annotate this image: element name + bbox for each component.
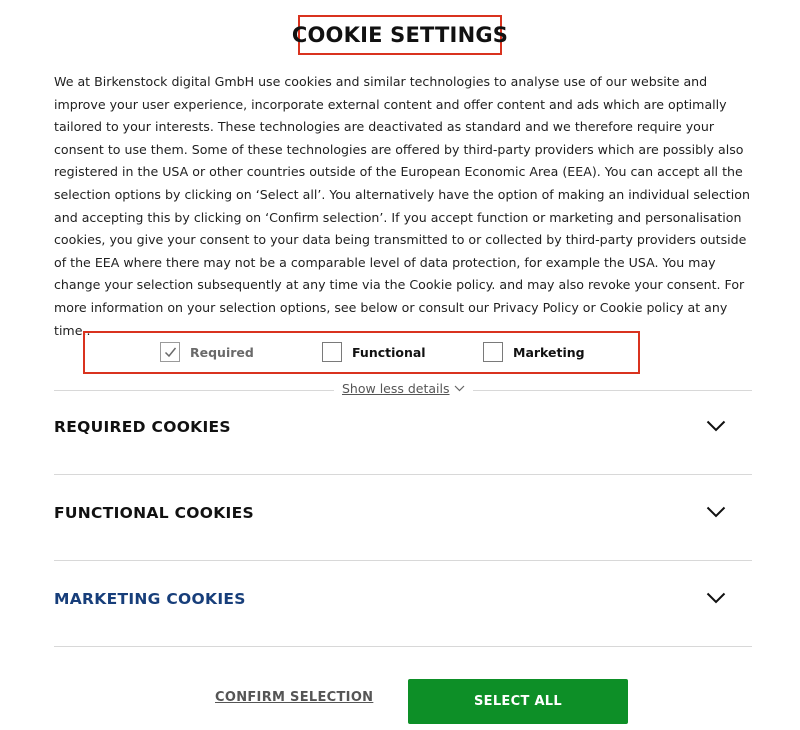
checkmark-icon bbox=[164, 346, 177, 359]
required-label: Required bbox=[190, 344, 254, 360]
functional-label: Functional bbox=[352, 344, 426, 360]
title-highlight-frame bbox=[291, 15, 509, 55]
show-less-details-label: Show less details bbox=[342, 381, 450, 396]
chevron-down-icon[interactable] bbox=[706, 420, 726, 432]
select-all-button[interactable]: SELECT ALL bbox=[408, 679, 628, 724]
option-required[interactable] bbox=[160, 342, 254, 362]
marketing-label: Marketing bbox=[513, 344, 585, 360]
page-title: COOKIE SETTINGS bbox=[291, 23, 509, 47]
option-marketing[interactable] bbox=[483, 342, 585, 362]
cookie-options-group bbox=[83, 331, 640, 374]
intro-text: We at Birkenstock digital GmbH use cookies and similar technologies to analyse use of our website and improve your user experience, incorporate external content and offer content and ads which are optimally tailored to your interests. These technologies are deactivated as standard and we therefore require your consent to use them. Some of these technologies are offered by third-party providers which are possibly also registered in the USA or other countries outside of the European Economic Area (EEA). You can accept all the selection options by clicking on ‘Select all’. You alternatively have the option of making an individual selection and accepting this by clicking on ‘Confirm selection’. If you accept function or marketing and personalisation cookies, you give your consent to your data being transmitted to or collected by third-party providers outside of the EEA where there may not be a comparable level of data protection, for example the USA. You may change your selection subsequently at any time via the Cookie policy. and may also revoke your consent. For more information on your selection options, see below or consult our Privacy Policy or Cookie policy at any time.. bbox=[54, 74, 750, 338]
chevron-down-icon[interactable] bbox=[706, 506, 726, 518]
marketing-checkbox[interactable] bbox=[483, 342, 503, 362]
functional-checkbox[interactable] bbox=[322, 342, 342, 362]
section-heading: MARKETING COOKIES bbox=[54, 590, 246, 608]
confirm-selection-button[interactable]: CONFIRM SELECTION bbox=[215, 690, 374, 705]
section-marketing-cookies[interactable] bbox=[54, 561, 752, 647]
section-functional-cookies[interactable] bbox=[54, 475, 752, 561]
required-checkbox[interactable] bbox=[160, 342, 180, 362]
section-heading: REQUIRED COOKIES bbox=[54, 418, 231, 436]
section-heading: FUNCTIONAL COOKIES bbox=[54, 504, 254, 522]
option-functional[interactable] bbox=[322, 342, 426, 362]
section-required-cookies[interactable] bbox=[54, 389, 752, 475]
chevron-down-icon[interactable] bbox=[706, 592, 726, 604]
